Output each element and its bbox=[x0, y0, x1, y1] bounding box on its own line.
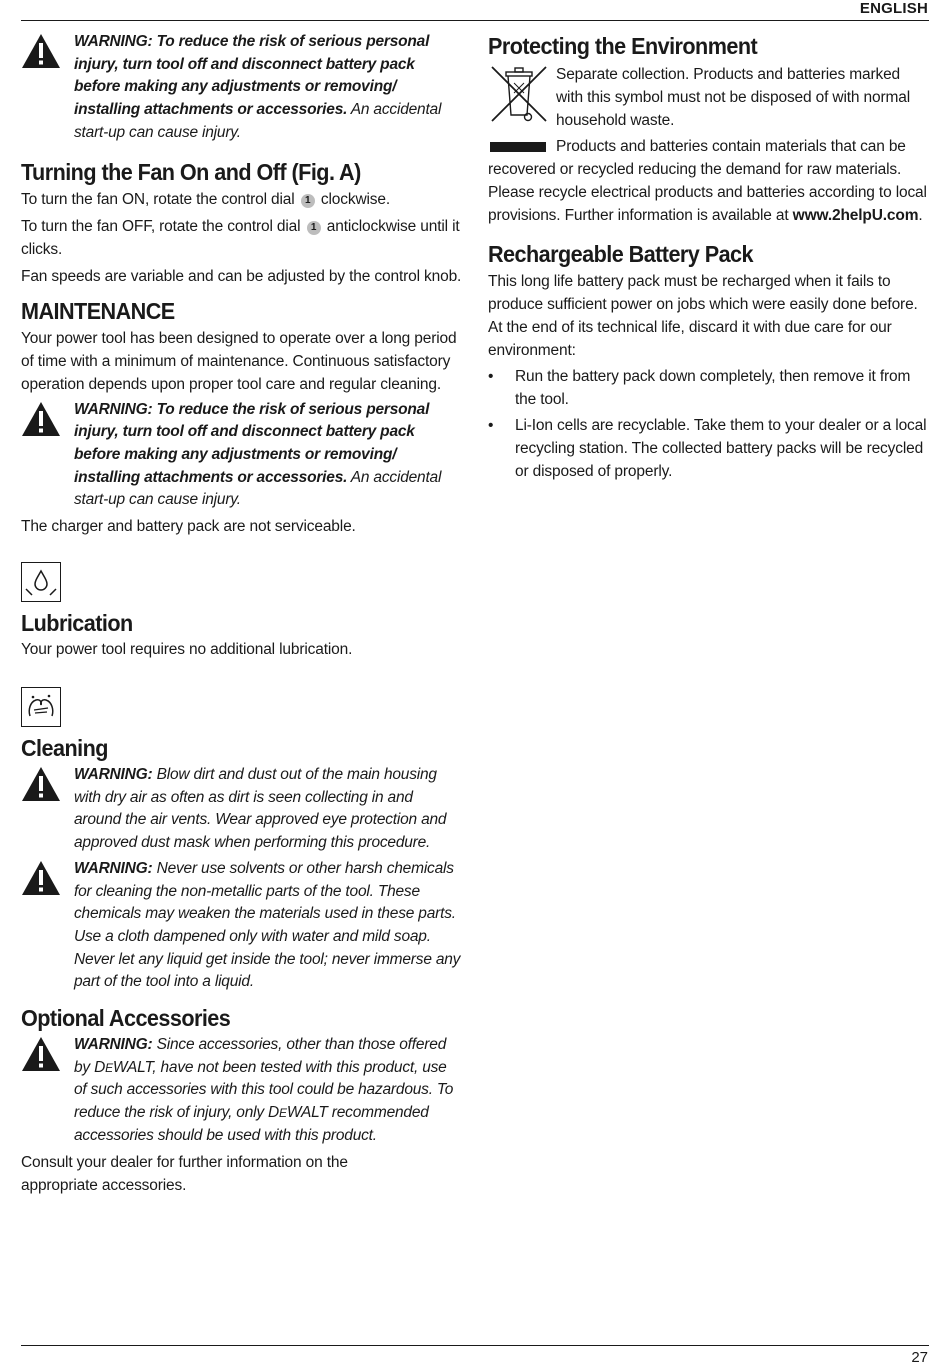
environment-p2-end: . bbox=[918, 207, 923, 224]
environment-title: Protecting the Environment bbox=[488, 33, 758, 59]
list-item bbox=[488, 365, 930, 411]
maintenance-warning bbox=[21, 399, 463, 513]
fan-on-a: To turn the fan ON, rotate the control dial bbox=[21, 190, 299, 208]
warning-triangle-icon bbox=[21, 401, 61, 437]
warning-top-bold: WARNING: To reduce the risk of serious personal injury, turn tool off and disconnect battery pack before making any adjustments or removing/ installing attachments or accessories. bbox=[74, 33, 430, 119]
left-column bbox=[21, 31, 463, 1197]
list-item bbox=[488, 414, 930, 483]
recycle-block bbox=[488, 135, 930, 227]
environment-p1: Separate collection. Products and batteries marked with this symbol must not be disposed of with normal household waste. bbox=[556, 66, 911, 129]
battery-intro: This long life battery pack must be recharged when it fails to produce sufficient power on jobs which were easily done before. At the end of its technical life, discard it with due care for our environment: bbox=[488, 273, 918, 359]
crossed-bin-icon bbox=[488, 63, 550, 125]
website-link[interactable]: www.2helpU.com bbox=[792, 207, 919, 224]
fan-off-a: To turn the fan OFF, rotate the control dial bbox=[21, 217, 305, 235]
fan-on-b: clockwise. bbox=[316, 190, 391, 208]
accessories-w-bold: WARNING: bbox=[74, 1036, 153, 1054]
control-dial-callout: 1 bbox=[301, 194, 315, 208]
cleaning-w2-rest: Never use solvents or other harsh chemicals for cleaning the non-metallic parts of the tool. These chemicals may weaken the materials used in these parts. Use a cloth dampened only with water and mild soap. Never let any liquid get inside the tool; never immerse any part of the tool into a liquid. bbox=[74, 859, 461, 991]
accessories-w-sc2: E bbox=[279, 1106, 287, 1121]
maintenance-title: MAINTENANCE bbox=[21, 297, 175, 324]
maintenance-warning-bold: WARNING: To reduce the risk of serious personal injury, turn tool off and disconnect battery pack before making any adjustments or removing/ installing attachments or accessories. bbox=[74, 400, 430, 486]
accessories-warning bbox=[21, 1034, 463, 1148]
oil-drop-icon bbox=[21, 562, 61, 602]
language-label: ENGLISH bbox=[859, 0, 928, 17]
control-dial-callout: 1 bbox=[307, 221, 321, 235]
accessories-w-sc1: E bbox=[105, 1060, 113, 1075]
fan-off-b: anticlockwise until it clicks. bbox=[21, 217, 460, 258]
maintenance-warning-rest: An accidental start-up can cause injury. bbox=[74, 468, 442, 509]
header-rule bbox=[21, 20, 929, 21]
warning-triangle-icon bbox=[21, 33, 61, 69]
battery-bullet-2: Li-Ion cells are recyclable. Take them to your dealer or a local recycling station. The collected battery packs will be recycled or disposed of properly. bbox=[515, 417, 927, 480]
lubrication-text: Your power tool requires no additional lubrication. bbox=[21, 641, 353, 659]
cleaning-w2-bold: WARNING: bbox=[74, 859, 153, 877]
footer-rule bbox=[21, 1345, 929, 1346]
lubrication-title: Lubrication bbox=[21, 610, 133, 637]
fan-speeds-text: Fan speeds are variable and can be adjusted by the control knob. bbox=[21, 267, 462, 285]
battery-title: Rechargeable Battery Pack bbox=[488, 241, 754, 267]
environment-p2-text: Products and batteries contain materials that can be recovered or recycled reducing the demand for raw materials. Please recycle electrical products and batteries according to local provisions. Further information is available at bbox=[488, 138, 927, 224]
maintenance-intro: Your power tool has been designed to operate over a long period of time with a minimum of maintenance. Continuous satisfactory operation depends upon proper tool care and regular cleaning. bbox=[21, 329, 457, 393]
accessories-w-b: WALT, have not been tested with this product, use of such accessories with this tool could be hazardous. To reduce the risk of injury, only D bbox=[74, 1058, 454, 1122]
warning-triangle-icon bbox=[21, 1036, 61, 1072]
battery-list bbox=[488, 365, 930, 483]
bullet: • bbox=[488, 368, 494, 385]
cleaning-hands-icon bbox=[21, 687, 61, 727]
maintenance-note: The charger and battery pack are not serviceable. bbox=[21, 518, 356, 536]
accessories-w-a: Since accessories, other than those offered by D bbox=[74, 1036, 447, 1076]
warning-top bbox=[21, 31, 463, 145]
cleaning-w1-rest: Blow dirt and dust out of the main housing with dry air as often as dirt is seen collecting in and around the air vents. Wear approved eye protection and approved dust mask when performing this procedure. bbox=[74, 766, 447, 852]
cleaning-title: Cleaning bbox=[21, 735, 108, 762]
fan-title: Turning the Fan On and Off (Fig. A) bbox=[21, 158, 361, 185]
warning-triangle-icon bbox=[21, 766, 61, 802]
warning-top-rest: An accidental start-up can cause injury. bbox=[74, 101, 442, 141]
environment-block bbox=[488, 63, 930, 132]
black-bar-icon bbox=[490, 142, 546, 152]
fan-off-text bbox=[21, 215, 463, 261]
accessories-title: Optional Accessories bbox=[21, 1005, 231, 1032]
cleaning-warning-2 bbox=[21, 858, 463, 994]
bullet: • bbox=[488, 417, 494, 434]
cleaning-warning-1 bbox=[21, 764, 463, 855]
battery-bullet-1: Run the battery pack down completely, then remove it from the tool. bbox=[515, 368, 911, 408]
warning-triangle-icon bbox=[21, 860, 61, 896]
cleaning-w1-bold: WARNING: bbox=[74, 766, 153, 784]
right-column bbox=[488, 31, 930, 483]
fan-on-text bbox=[21, 188, 463, 211]
accessories-w-c: WALT recommended accessories should be used with this product. bbox=[74, 1104, 429, 1144]
environment-p2 bbox=[488, 135, 930, 227]
accessories-consult: Consult your dealer for further information on the appropriate accessories. bbox=[21, 1153, 348, 1194]
page-number: 27 bbox=[911, 1349, 928, 1366]
